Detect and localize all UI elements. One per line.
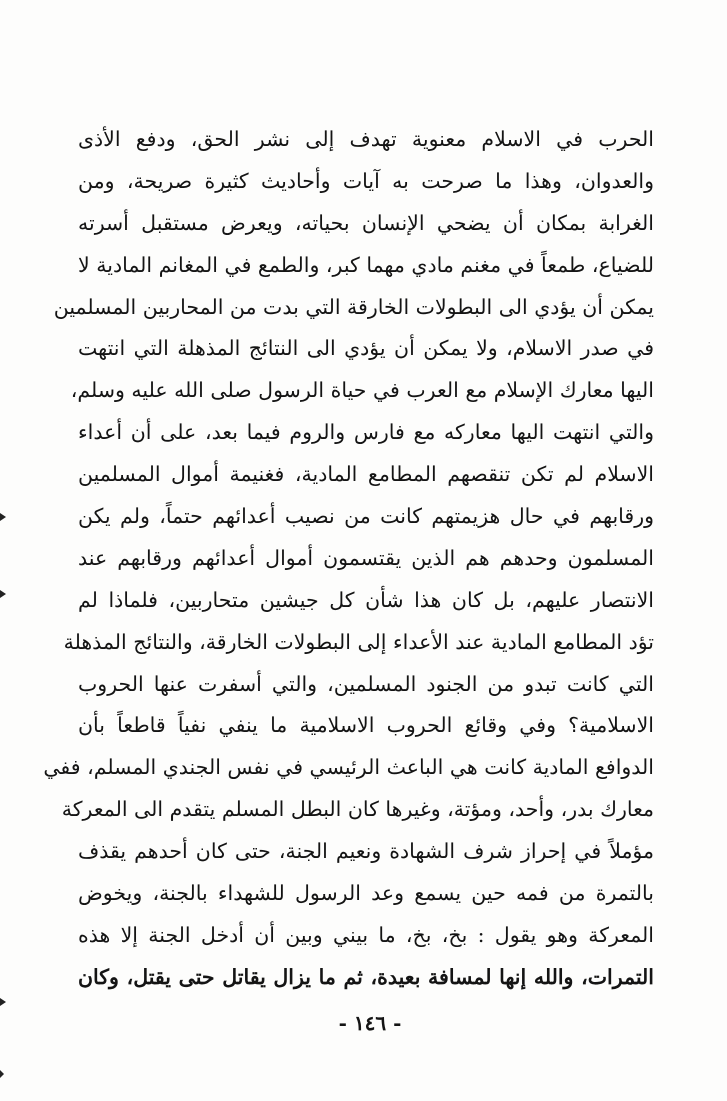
page-number: - ١٤٦ -: [338, 1011, 402, 1035]
text-line-14: التي كانت تبدو من الجنود المسلمين، والتي أسفرت عنها الحروب: [78, 671, 654, 696]
text-line-15: الاسلامية؟ وفي وقائع الحروب الاسلامية ما ينفي نفياً قاطعاً بأن: [78, 713, 654, 738]
text-line-3: الغرابة بمكان أن يضحي الإنسان بحياته، ويعرض مستقبل أسرته: [78, 210, 654, 235]
text-line-11: المسلمون وحدهم هم الذين يقتسمون أموال أعدائهم ورقابهم عند: [78, 545, 654, 570]
text-line-17: معارك بدر، وأحد، ومؤتة، وغيرها كان البطل المسلم يتقدم الى المعركة: [61, 797, 654, 822]
text-line-12: الانتصار عليهم، بل كان هذا شأن كل جيشين متحاربين، فلماذا لم: [78, 587, 654, 612]
text-line-1: الحرب في الاسلام معنوية تهدف إلى نشر الحق، ودفع الأذى: [78, 127, 654, 151]
text-line-4: للضياع، طمعاً في مغنم مادي مهما كبر، والطمع في المغانم المادية لا: [78, 252, 654, 277]
text-line-10: ورقابهم في حال هزيمتهم كانت من نصيب أعدائهم حتماً، ولم يكن: [78, 504, 654, 529]
text-line-20: المعركة وهو يقول : بخ، بخ، ما بيني وبين أن أدخل الجنة إلا هذه: [78, 922, 654, 947]
scan-edge-mark: [0, 590, 6, 598]
text-line-9: الاسلام لم تكن تنقصهم المطامع المادية، فغنيمة أموال المسلمين: [78, 462, 654, 487]
scan-edge-mark: [0, 998, 6, 1006]
text-line-21: التمرات، والله إنها لمسافة بعيدة، ثم ما يزال يقاتل حتى يقتل، وكان: [78, 964, 654, 989]
text-line-18: مؤملاً في إحراز شرف الشهادة ونعيم الجنة، حتى كان أحدهم يقذف: [78, 839, 654, 864]
text-line-8: والتي انتهت اليها معاركه مع فارس والروم فيما بعد، على أن أعداء: [78, 420, 654, 445]
scan-edge-mark: [0, 513, 6, 521]
text-line-5: يمكن أن يؤدي الى البطولات الخارقة التي بدت من المحاربين المسلمين: [53, 294, 654, 319]
text-line-7: اليها معارك الإسلام مع العرب في حياة الرسول صلى الله عليه وسلم،: [70, 378, 654, 403]
text-line-13: تؤد المطامع المادية عند الأعداء إلى البطولات الخارقة، والنتائج المذهلة: [63, 629, 654, 654]
body-text: [43, 119, 654, 999]
text-line-6: في صدر الاسلام، ولا يمكن أن يؤدي الى النتائج المذهلة التي انتهت: [78, 336, 654, 361]
text-line-16: الدوافع المادية كانت هي الباعث الرئيسي في نفس الجندي المسلم، ففي: [43, 755, 654, 780]
text-line-2: والعدوان، وهذا ما صرحت به آيات وأحاديث كثيرة صريحة، ومن: [78, 168, 654, 193]
text-line-19: بالتمرة من فمه حين يسمع وعد الرسول للشهداء بالجنة، ويخوض: [78, 881, 654, 906]
scan-edge-mark: [0, 1070, 4, 1078]
